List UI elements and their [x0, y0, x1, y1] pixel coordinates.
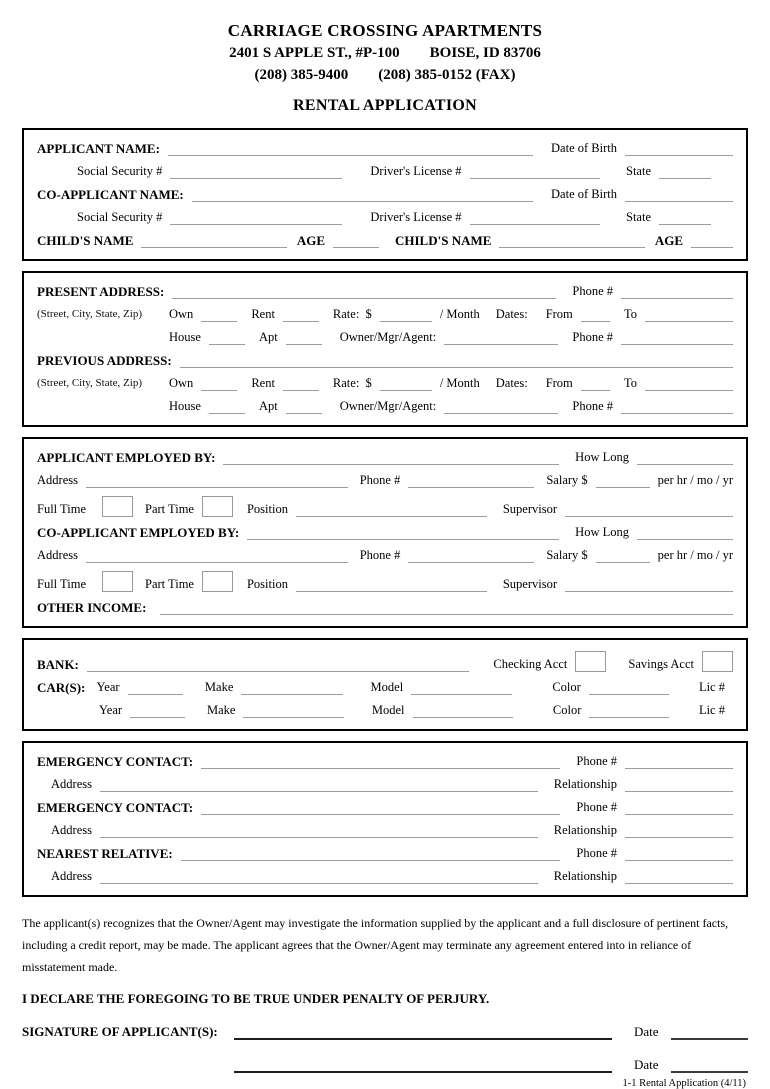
co-applicant-fulltime-label: Full Time: [37, 577, 86, 591]
co-applicant-salary-field[interactable]: [596, 548, 650, 563]
present-from-field[interactable]: [581, 307, 610, 322]
child1-age-field[interactable]: [333, 233, 379, 248]
present-owner-field[interactable]: [444, 330, 558, 345]
applicant-fulltime-checkbox[interactable]: [102, 496, 133, 517]
co-applicant-fulltime-checkbox[interactable]: [102, 571, 133, 592]
applicant-howlong-label: How Long: [575, 450, 629, 464]
emergency2-address-label: Address: [51, 823, 92, 837]
emergency1-phone-label: Phone #: [576, 754, 617, 768]
present-to-field[interactable]: [645, 307, 733, 322]
emergency2-phone-field[interactable]: [625, 800, 733, 815]
applicant-employer-label: APPLICANT EMPLOYED BY:: [37, 450, 216, 465]
car2-lic-label: Lic #: [698, 703, 725, 717]
applicant-emp-phone-label: Phone #: [359, 473, 401, 487]
applicant-salary-unit-label: per hr / mo / yr: [657, 473, 733, 487]
co-applicant-name-field[interactable]: [192, 187, 533, 202]
other-income-label: OTHER INCOME:: [37, 600, 147, 615]
present-dates-label: Dates:: [495, 307, 528, 321]
applicant-name-label: APPLICANT NAME:: [37, 141, 160, 156]
co-applicant-parttime-checkbox[interactable]: [202, 571, 233, 592]
child2-age-field[interactable]: [691, 233, 733, 248]
present-address-label: PRESENT ADDRESS:: [37, 284, 165, 299]
co-applicant-employer-field[interactable]: [247, 525, 559, 540]
car1-color-label: Color: [552, 680, 581, 694]
applicant-ssn-label: Social Security #: [77, 164, 163, 178]
checking-acct-label: Checking Acct: [493, 657, 568, 671]
co-applicant-emp-address-label: Address: [37, 548, 78, 562]
co-applicant-position-label: Position: [246, 577, 288, 591]
present-from-label: From: [545, 307, 573, 321]
previous-house-field[interactable]: [209, 399, 245, 414]
child1-name-field[interactable]: [141, 233, 286, 248]
relative-relationship-field[interactable]: [625, 869, 733, 884]
applicant-salary-label: Salary $: [546, 473, 588, 487]
co-applicant-dl-label: Driver's License #: [370, 210, 462, 224]
emergency2-name-field[interactable]: [201, 800, 560, 815]
applicant-fulltime-label: Full Time: [37, 502, 86, 516]
company-city: BOISE, ID 83706: [429, 45, 541, 61]
car1-model-field[interactable]: [411, 680, 512, 695]
present-own-field[interactable]: [201, 307, 237, 322]
co-applicant-howlong-label: How Long: [575, 525, 629, 539]
present-phone-field[interactable]: [621, 284, 733, 299]
relative-address-label: Address: [51, 869, 92, 883]
present-rate-field[interactable]: [380, 307, 432, 322]
co-applicant-state-field[interactable]: [659, 210, 711, 225]
company-phone: (208) 385-9400: [254, 67, 349, 83]
emergency1-relationship-field[interactable]: [625, 777, 733, 792]
present-street-note: (Street, City, State, Zip): [37, 308, 142, 320]
child2-name-field[interactable]: [499, 233, 644, 248]
applicant-state-field[interactable]: [659, 164, 711, 179]
present-to-label: To: [623, 307, 637, 321]
applicant-dl-label: Driver's License #: [370, 164, 462, 178]
emergency1-phone-field[interactable]: [625, 754, 733, 769]
cars-label: CAR(S):: [37, 680, 86, 695]
previous-to-label: To: [623, 376, 637, 390]
previous-rate-label: Rate: $: [332, 376, 372, 390]
present-house-field[interactable]: [209, 330, 245, 345]
applicant-position-label: Position: [246, 502, 288, 516]
present-permonth-label: / Month: [439, 307, 480, 321]
previous-house-label: House: [169, 399, 201, 413]
previous-to-field[interactable]: [645, 376, 733, 391]
signature1-date-label: Date: [634, 1024, 659, 1039]
signature2-date-label: Date: [634, 1057, 659, 1072]
applicant-dl-field[interactable]: [470, 164, 600, 179]
co-applicant-dob-field[interactable]: [625, 187, 733, 202]
applicant-emp-address-label: Address: [37, 473, 78, 487]
emergency2-label: EMERGENCY CONTACT:: [37, 800, 194, 815]
present-owner-label: Owner/Mgr/Agent:: [339, 330, 437, 344]
present-rent-field[interactable]: [283, 307, 319, 322]
previous-dates-label: Dates:: [495, 376, 528, 390]
co-applicant-ssn-label: Social Security #: [77, 210, 163, 224]
nearest-relative-label: NEAREST RELATIVE:: [37, 846, 173, 861]
car1-color-field[interactable]: [589, 680, 669, 695]
signature-label: SIGNATURE OF APPLICANT(S):: [22, 1024, 218, 1039]
co-applicant-supervisor-field[interactable]: [565, 577, 733, 592]
co-applicant-dob-label: Date of Birth: [551, 187, 617, 201]
section-addresses: [22, 271, 748, 427]
car2-make-label: Make: [206, 703, 236, 717]
child1-name-label: CHILD'S NAME: [37, 233, 134, 248]
relative-phone-field[interactable]: [625, 846, 733, 861]
applicant-state-label: State: [626, 164, 651, 178]
signature2-field[interactable]: [234, 1057, 612, 1073]
co-applicant-supervisor-label: Supervisor: [502, 577, 557, 591]
savings-acct-checkbox[interactable]: [702, 651, 733, 672]
car2-color-field[interactable]: [589, 703, 669, 718]
co-applicant-emp-address-field[interactable]: [86, 548, 348, 563]
co-applicant-employer-label: CO-APPLICANT EMPLOYED BY:: [37, 525, 240, 540]
previous-own-label: Own: [169, 376, 194, 390]
emergency1-label: EMERGENCY CONTACT:: [37, 754, 194, 769]
previous-from-label: From: [545, 376, 573, 390]
co-applicant-parttime-label: Part Time: [145, 577, 194, 591]
applicant-salary-field[interactable]: [596, 473, 650, 488]
present-address-field[interactable]: [172, 284, 556, 299]
car2-model-label: Model: [371, 703, 405, 717]
car1-year-label: Year: [96, 680, 120, 694]
section-bank-cars: [22, 638, 748, 731]
applicant-name-field[interactable]: [168, 141, 533, 156]
car2-year-label: Year: [99, 703, 123, 717]
present-phone-label: Phone #: [572, 284, 613, 298]
emergency1-name-field[interactable]: [201, 754, 560, 769]
present-apt-field[interactable]: [286, 330, 322, 345]
co-applicant-name-label: CO-APPLICANT NAME:: [37, 187, 184, 202]
section-emergency-contacts: [22, 741, 748, 897]
company-fax: (208) 385-0152 (FAX): [378, 67, 516, 83]
child2-age-label: AGE: [654, 233, 683, 248]
form-header: [22, 20, 748, 86]
emergency1-address-label: Address: [51, 777, 92, 791]
applicant-employer-field[interactable]: [223, 450, 559, 465]
car1-make-field[interactable]: [241, 680, 342, 695]
emergency1-relationship-label: Relationship: [553, 777, 617, 791]
page-title: RENTAL APPLICATION: [293, 97, 477, 114]
present-owner-phone-field[interactable]: [621, 330, 733, 345]
company-name: CARRIAGE CROSSING APARTMENTS: [227, 21, 543, 40]
co-applicant-emp-phone-field[interactable]: [408, 548, 534, 563]
previous-address-label: PREVIOUS ADDRESS:: [37, 353, 172, 368]
previous-street-note: (Street, City, State, Zip): [37, 377, 142, 389]
previous-apt-label: Apt: [258, 399, 278, 413]
co-applicant-ssn-field[interactable]: [170, 210, 342, 225]
perjury-declaration: I DECLARE THE FOREGOING TO BE TRUE UNDER PENALTY OF PERJURY.: [22, 991, 490, 1006]
applicant-emp-phone-field[interactable]: [408, 473, 534, 488]
car2-model-field[interactable]: [413, 703, 513, 718]
company-phone-line: [22, 64, 748, 86]
co-applicant-state-label: State: [626, 210, 651, 224]
relative-address-field[interactable]: [100, 869, 538, 884]
relative-phone-label: Phone #: [576, 846, 617, 860]
applicant-supervisor-field[interactable]: [565, 502, 733, 517]
previous-rate-field[interactable]: [380, 376, 432, 391]
applicant-supervisor-label: Supervisor: [502, 502, 557, 516]
co-applicant-salary-unit-label: per hr / mo / yr: [657, 548, 733, 562]
applicant-ssn-field[interactable]: [170, 164, 342, 179]
previous-owner-field[interactable]: [444, 399, 558, 414]
previous-rent-label: Rent: [251, 376, 275, 390]
applicant-howlong-field[interactable]: [637, 450, 733, 465]
applicant-position-field[interactable]: [296, 502, 487, 517]
co-applicant-emp-phone-label: Phone #: [359, 548, 401, 562]
emergency2-address-field[interactable]: [100, 823, 538, 838]
section-employment: [22, 437, 748, 628]
previous-permonth-label: / Month: [439, 376, 480, 390]
previous-own-field[interactable]: [201, 376, 237, 391]
signature1-field[interactable]: [234, 1024, 612, 1040]
applicant-dob-label: Date of Birth: [551, 141, 617, 155]
co-applicant-dl-field[interactable]: [470, 210, 600, 225]
previous-apt-field[interactable]: [286, 399, 322, 414]
co-applicant-position-field[interactable]: [296, 577, 487, 592]
previous-owner-phone-label: Phone #: [572, 399, 613, 413]
savings-acct-label: Savings Acct: [628, 657, 694, 671]
emergency1-address-field[interactable]: [100, 777, 538, 792]
emergency2-relationship-label: Relationship: [553, 823, 617, 837]
car2-year-field[interactable]: [130, 703, 185, 718]
disclosure-paragraph: The applicant(s) recognizes that the Owner/Agent may investigate the information supplied by the applicant and a full disclosure of pertinent facts, including a credit report, may be made. The applicant agrees that the Owner/Agent may terminate any agreement entered into in reliance of misstatement made.: [22, 916, 729, 974]
form-number: 1-1 Rental Application (4/11): [622, 1078, 746, 1089]
child2-name-label: CHILD'S NAME: [395, 233, 492, 248]
car2-color-label: Color: [552, 703, 582, 717]
applicant-dob-field[interactable]: [625, 141, 733, 156]
checking-acct-checkbox[interactable]: [575, 651, 606, 672]
previous-from-field[interactable]: [581, 376, 610, 391]
company-address-line: [22, 42, 748, 64]
present-rate-label: Rate: $: [332, 307, 372, 321]
present-owner-phone-label: Phone #: [572, 330, 613, 344]
company-street: 2401 S APPLE ST., #P-100: [229, 45, 400, 61]
car1-model-label: Model: [370, 680, 404, 694]
previous-rent-field[interactable]: [283, 376, 319, 391]
relative-relationship-label: Relationship: [553, 869, 617, 883]
applicant-parttime-checkbox[interactable]: [202, 496, 233, 517]
previous-owner-phone-field[interactable]: [621, 399, 733, 414]
bank-name-field[interactable]: [87, 657, 470, 672]
other-income-field[interactable]: [160, 600, 733, 615]
emergency2-phone-label: Phone #: [576, 800, 617, 814]
previous-owner-label: Owner/Mgr/Agent:: [339, 399, 437, 413]
section-applicant-info: [22, 128, 748, 261]
applicant-emp-address-field[interactable]: [86, 473, 348, 488]
car1-year-field[interactable]: [128, 680, 183, 695]
present-own-label: Own: [169, 307, 194, 321]
applicant-parttime-label: Part Time: [145, 502, 194, 516]
signature2-date-field[interactable]: [671, 1057, 748, 1073]
bank-label: BANK:: [37, 657, 79, 672]
present-house-label: House: [169, 330, 201, 344]
present-apt-label: Apt: [258, 330, 278, 344]
co-applicant-howlong-field[interactable]: [637, 525, 733, 540]
signature1-date-field[interactable]: [671, 1024, 748, 1040]
present-rent-label: Rent: [251, 307, 275, 321]
car2-make-field[interactable]: [243, 703, 343, 718]
previous-address-field[interactable]: [180, 353, 733, 368]
car1-make-label: Make: [204, 680, 234, 694]
emergency2-relationship-field[interactable]: [625, 823, 733, 838]
co-applicant-salary-label: Salary $: [546, 548, 588, 562]
car1-lic-label: Lic #: [698, 680, 725, 694]
relative-name-field[interactable]: [181, 846, 561, 861]
child1-age-label: AGE: [296, 233, 325, 248]
